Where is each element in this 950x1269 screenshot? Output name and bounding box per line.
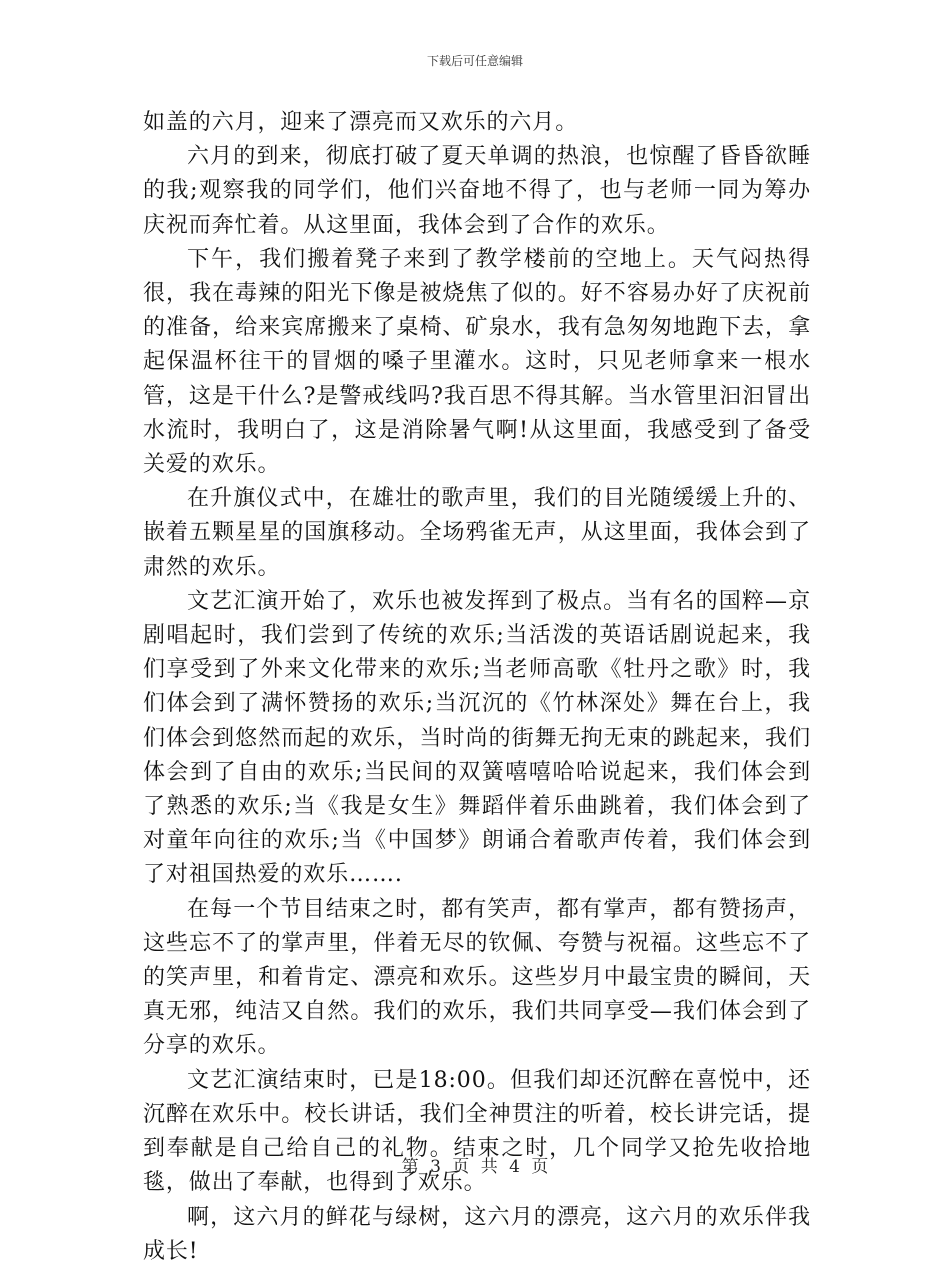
paragraph: 六月的到来，彻底打破了夏天单调的热浪，也惊醒了昏昏欲睡的我;观察我的同学们，他们兴奋地不得了，也与老师一同为筹办庆祝而奔忙着。从这里面，我体会到了合作的欢乐。 — [143, 144, 811, 238]
paragraph: 如盖的六月，迎来了漂亮而又欢乐的六月。 — [143, 110, 579, 135]
paragraph: 啊，这六月的鲜花与绿树，这六月的漂亮，这六月的欢乐伴我成长! — [143, 1204, 811, 1264]
paragraph: 文艺汇演开始了，欢乐也被发挥到了极点。当有名的国粹—京剧唱起时，我们尝到了传统的欢乐;当活泼的英语话剧说起来，我们享受到了外来文化带来的欢乐;当老师高歌《牡丹之歌》时，我们体会到了满怀赞扬的欢乐;当沉沉的《竹林深处》舞在台上，我们体会到悠然而起的欢乐，当时尚的街舞无拘无束的跳起来，我们体会到了自由的欢乐;当民间的双簧嘻嘻哈哈说起来，我们体会到了熟悉的欢乐;当《我是女生》舞蹈伴着乐曲跳着，我们体会到了对童年向往的欢乐;当《中国梦》朗诵合着歌声传着，我们体会到了对祖国热爱的欢乐……. — [143, 588, 811, 888]
page-number: 第 3 页 共 4 页 — [401, 1157, 549, 1177]
paragraph: 在升旗仪式中，在雄壮的歌声里，我们的目光随缓缓上升的、嵌着五颗星星的国旗移动。全场鸦雀无声，从这里面，我体会到了肃然的欢乐。 — [143, 486, 811, 580]
paragraph: 在每一个节目结束之时，都有笑声，都有掌声，都有赞扬声，这些忘不了的掌声里，伴着无尽的钦佩、夸赞与祝福。这些忘不了的笑声里，和着肯定、漂亮和欢乐。这些岁月中最宝贵的瞬间，天真无邪，纯洁又自然。我们的欢乐，我们共同享受—我们体会到了分享的欢乐。 — [143, 896, 811, 1059]
paragraph: 文艺汇演结束时，已是18:00。但我们却还沉醉在喜悦中，还沉醉在欢乐中。校长讲话，我们全神贯注的听着，校长讲完话，提到奉献是自己给自己的礼物。结束之时，几个同学又抢先收拾地毯，做出了奉献，也得到了欢乐。 — [143, 1067, 811, 1196]
page-header: 下载后可任意编辑 — [426, 54, 523, 68]
document-body — [143, 106, 811, 1269]
paragraph: 下午，我们搬着凳子来到了教学楼前的空地上。天气闷热得很，我在毒辣的阳光下像是被烧焦了似的。好不容易办好了庆祝前的准备，给来宾席搬来了桌椅、矿泉水，我有急匆匆地跑下去，拿起保温杯往干的冒烟的嗓子里灌水。这时，只见老师拿来一根水管，这是干什么?是警戒线吗?我百思不得其解。当水管里汩汩冒出水流时，我明白了，这是消除暑气啊!从这里面，我感受到了备受关爱的欢乐。 — [143, 246, 811, 478]
